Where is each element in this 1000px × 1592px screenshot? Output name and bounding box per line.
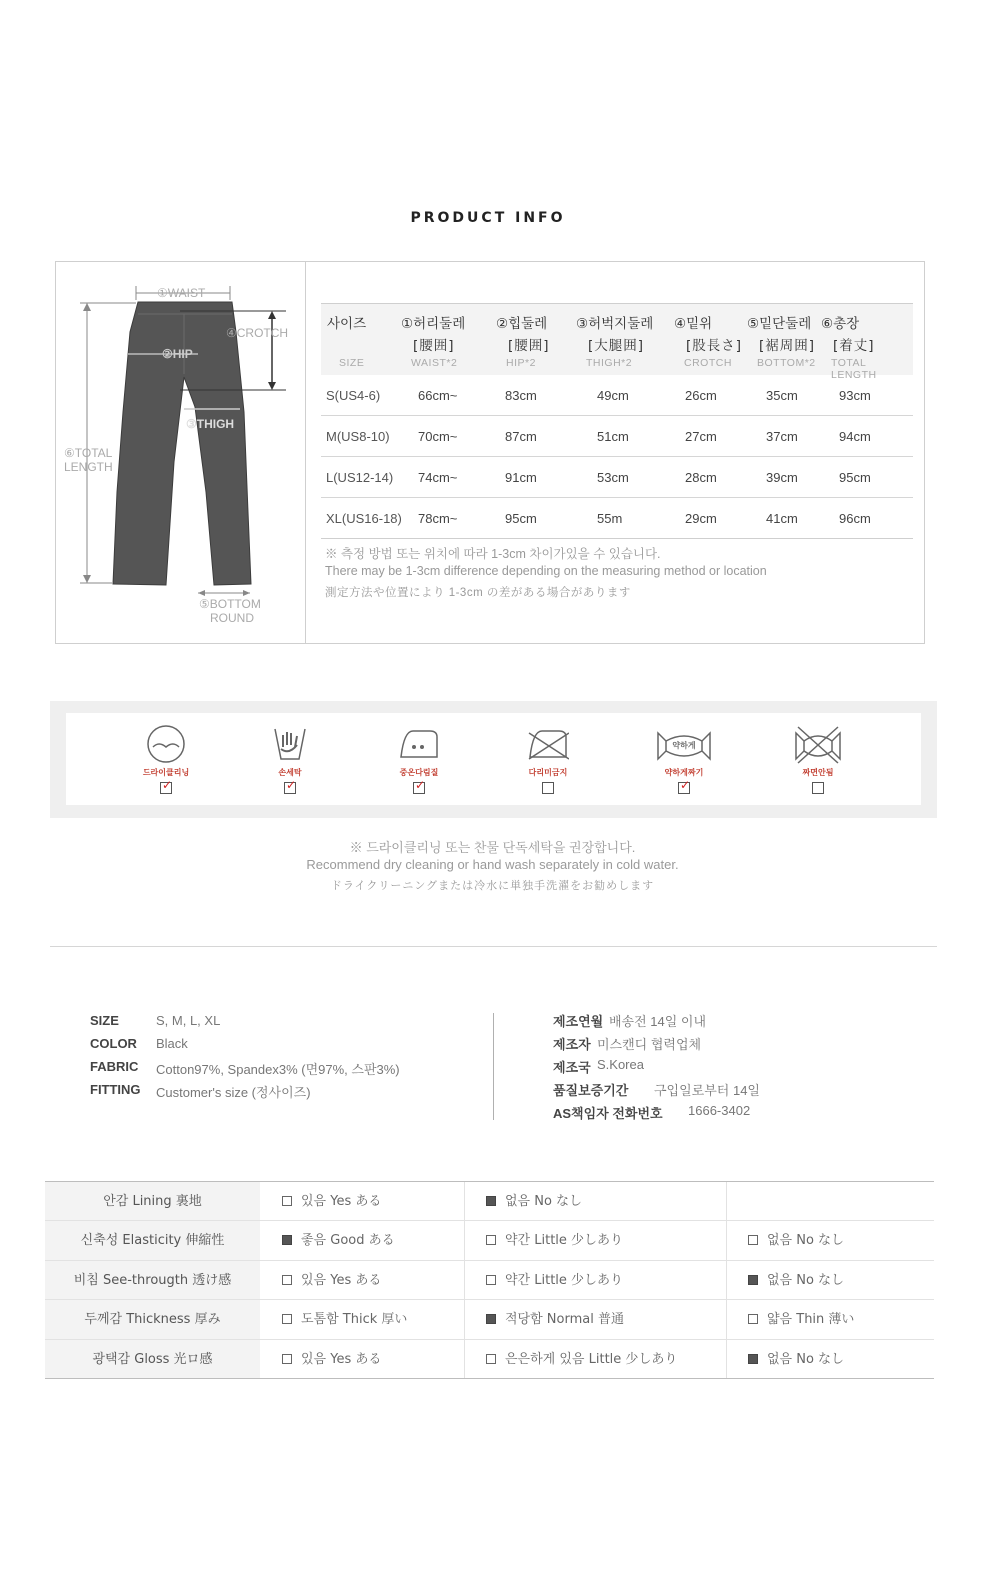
- size-value-cell: 66cm~: [418, 388, 458, 403]
- feel-checkbox[interactable]: [486, 1354, 496, 1364]
- size-value-cell: 35cm: [766, 388, 798, 403]
- size-value-cell: 95cm: [505, 511, 537, 526]
- size-value-cell: 49cm: [597, 388, 629, 403]
- spec-key: 제조국: [553, 1060, 591, 1075]
- care-checkbox[interactable]: [542, 782, 554, 794]
- check-mark-icon: ✓: [286, 778, 297, 792]
- feel-option[interactable]: [726, 1300, 934, 1338]
- care-label: 중온다림질: [399, 768, 439, 777]
- measure-note-en: There may be 1-3cm difference depending on the measuring method or location: [325, 564, 767, 578]
- size-row: [321, 457, 913, 498]
- feel-option-label: 있음 Yes ある: [301, 1272, 382, 1288]
- size-value-cell: 74cm~: [418, 470, 458, 485]
- feel-option-label: 있음 Yes ある: [301, 1351, 382, 1367]
- care-checkbox[interactable]: [284, 778, 297, 794]
- care-item: [245, 713, 335, 805]
- feel-checkbox[interactable]: [282, 1196, 292, 1206]
- size-header-5-ko: ⑤밑단둘레: [747, 316, 812, 332]
- size-header-5-en: BOTTOM*2: [757, 357, 816, 369]
- size-value-cell: 94cm: [839, 429, 871, 444]
- size-value-cell: 41cm: [766, 511, 798, 526]
- feel-row: [45, 1221, 934, 1260]
- size-name-cell: L(US12-14): [326, 470, 394, 485]
- spec-right: [553, 1011, 953, 1121]
- care-checkbox[interactable]: [812, 782, 824, 794]
- feel-option[interactable]: [726, 1221, 934, 1259]
- thigh-label: ③THIGH: [186, 417, 235, 431]
- feel-option[interactable]: [464, 1340, 726, 1378]
- feel-checkbox[interactable]: [282, 1354, 292, 1364]
- size-value-cell: 39cm: [766, 470, 798, 485]
- care-item: [503, 713, 593, 805]
- feel-checkbox[interactable]: [486, 1196, 496, 1206]
- care-label: 손세탁: [278, 768, 302, 777]
- feel-option[interactable]: [464, 1300, 726, 1338]
- feel-option-label: 얇음 Thin 薄い: [767, 1312, 855, 1328]
- size-value-cell: 53cm: [597, 470, 629, 485]
- hip-label: ②HIP: [162, 347, 193, 361]
- feel-row-label: 안감 Lining 裏地: [45, 1182, 260, 1220]
- size-header-1-en: WAIST*2: [411, 357, 458, 369]
- total-length-label-2: LENGTH: [64, 460, 113, 474]
- size-value-cell: 55m: [597, 511, 623, 526]
- feel-checkbox[interactable]: [748, 1275, 758, 1285]
- divider: [50, 946, 937, 947]
- care-checkbox[interactable]: [678, 778, 691, 794]
- care-note-ko: ※ 드라이클리닝 또는 찬물 단독세탁을 권장합니다.: [349, 840, 636, 855]
- feel-option-label: 은은하게 있음 Little 少しあり: [505, 1351, 678, 1367]
- spec-value: 1666-3402: [688, 1103, 751, 1118]
- feel-option-label: 없음 No なし: [505, 1194, 583, 1209]
- size-chart: [55, 261, 925, 644]
- size-name-cell: M(US8-10): [326, 429, 390, 444]
- feel-checkbox[interactable]: [486, 1275, 496, 1285]
- spec-value: S, M, L, XL: [156, 1013, 221, 1028]
- size-header-6-ko: ⑥총장: [821, 316, 860, 332]
- feel-option-label: 있음 Yes ある: [301, 1194, 382, 1209]
- feel-checkbox[interactable]: [282, 1235, 292, 1245]
- bottom-round-label-1: ⑤BOTTOM: [199, 597, 261, 611]
- size-value-cell: 28cm: [685, 470, 717, 485]
- size-row: [321, 498, 913, 539]
- care-item: [374, 713, 464, 805]
- feel-option[interactable]: [464, 1221, 726, 1259]
- spec-value: Customer's size (정사이즈): [156, 1085, 311, 1100]
- care-note-en: Recommend dry cleaning or hand wash separately in cold water.: [306, 857, 679, 872]
- size-name-cell: XL(US16-18): [326, 511, 402, 526]
- bottom-round-label-2: ROUND: [210, 611, 254, 625]
- measure-note-ko: ※ 측정 방법 또는 위치에 따라 1-3cm 차이가있을 수 있습니다.: [325, 547, 661, 561]
- spec-value: Cotton97%, Spandex3% (면97%, 스판3%): [156, 1062, 400, 1077]
- feel-row-label: 광택감 Gloss 光ロ感: [45, 1340, 260, 1378]
- size-header-1-ko: ①허리둘레: [401, 316, 466, 332]
- feel-row-label: 두께감 Thickness 厚み: [45, 1300, 260, 1338]
- care-label: 약하게짜기: [664, 768, 704, 777]
- check-mark-icon: ✓: [162, 778, 173, 792]
- crotch-label: ④CROTCH: [226, 326, 289, 340]
- waist-label: ①WAIST: [157, 286, 206, 300]
- feel-option[interactable]: [726, 1261, 934, 1299]
- feel-checkbox[interactable]: [748, 1354, 758, 1364]
- size-value-cell: 51cm: [597, 429, 629, 444]
- size-header-2-ja: [腰囲]: [508, 338, 550, 354]
- size-value-cell: 91cm: [505, 470, 537, 485]
- size-value-cell: 96cm: [839, 511, 871, 526]
- feel-option[interactable]: [260, 1221, 464, 1259]
- spec-key: FITTING: [90, 1082, 141, 1097]
- size-header-6-en: TOTAL LENGTH: [831, 357, 877, 381]
- size-header-3-en: THIGH*2: [586, 357, 633, 369]
- feel-option[interactable]: [260, 1182, 464, 1220]
- page-title: PRODUCT INFO: [410, 210, 566, 226]
- care-checkbox[interactable]: [160, 778, 173, 794]
- spec-value: 구입일로부터 14일: [654, 1083, 760, 1098]
- care-checkbox[interactable]: [413, 778, 426, 794]
- care-item: [121, 713, 211, 805]
- care-icons-panel: [66, 713, 921, 805]
- measure-note-ja: 測定方法や位置により 1-3cm の差がある場合があります: [325, 587, 631, 599]
- spec-key: SIZE: [90, 1013, 119, 1028]
- feel-option-label: 없음 No なし: [767, 1351, 845, 1367]
- spec-key: AS책임자 전화번호: [553, 1106, 663, 1121]
- feel-option-label: 없음 No なし: [767, 1233, 845, 1249]
- size-header-0-ko: 사이즈: [327, 316, 367, 332]
- care-label: 짜면안됨: [802, 768, 834, 777]
- care-item: [639, 713, 729, 805]
- care-note-ja: ドライクリーニングまたは冷水に単独手洗濯をお勧めします: [330, 880, 655, 892]
- feel-row: [45, 1182, 934, 1221]
- feel-option[interactable]: [260, 1340, 464, 1378]
- size-header-0-en: SIZE: [339, 357, 365, 369]
- feel-option[interactable]: [464, 1182, 726, 1220]
- feel-row-label: 비침 See-througth 透け感: [45, 1261, 260, 1299]
- spec-key: 품질보증기간: [553, 1083, 629, 1098]
- size-value-cell: 78cm~: [418, 511, 458, 526]
- pants-measurement-diagram: [56, 262, 306, 643]
- size-value-cell: 26cm: [685, 388, 717, 403]
- size-header-3-ja: [大腿囲]: [588, 338, 645, 354]
- size-header-5-ja: [裾周囲]: [759, 338, 816, 354]
- spec-value: 배송전 14일 이내: [609, 1014, 707, 1029]
- spec-value: 미스캔디 협력업체: [597, 1037, 702, 1052]
- size-row: [321, 416, 913, 457]
- check-mark-icon: ✓: [680, 778, 691, 792]
- feel-option[interactable]: [260, 1261, 464, 1299]
- feel-checkbox[interactable]: [748, 1235, 758, 1245]
- size-header-4-en: CROTCH: [684, 357, 732, 369]
- size-header-6-ja: [着丈]: [833, 338, 875, 354]
- size-header-1-ja: [腰囲]: [413, 338, 455, 354]
- feel-option[interactable]: [726, 1340, 934, 1378]
- spec-key: COLOR: [90, 1036, 137, 1051]
- spec-left: [90, 1013, 490, 1123]
- size-value-cell: 29cm: [685, 511, 717, 526]
- feel-option-label: 도톰함 Thick 厚い: [301, 1312, 408, 1328]
- spec-key: FABRIC: [90, 1059, 139, 1074]
- care-instructions: [50, 701, 937, 818]
- care-label: 다리미금지: [528, 768, 568, 777]
- spec-value: Black: [156, 1036, 188, 1051]
- fabric-feel-table: [45, 1181, 934, 1379]
- feel-option-label: 없음 No なし: [767, 1272, 845, 1288]
- feel-row: [45, 1300, 934, 1339]
- size-header-4-ja: [股長さ]: [686, 338, 743, 354]
- size-value-cell: 83cm: [505, 388, 537, 403]
- spec-key: 제조연월: [553, 1014, 604, 1029]
- size-header-4-ko: ④밑위: [674, 316, 713, 332]
- feel-checkbox[interactable]: [282, 1275, 292, 1285]
- size-value-cell: 37cm: [766, 429, 798, 444]
- feel-row: [45, 1340, 934, 1379]
- feel-option[interactable]: [260, 1300, 464, 1338]
- care-item: [773, 713, 863, 805]
- size-header-3-ko: ③허벅지둘레: [576, 316, 654, 332]
- feel-option-label: 약간 Little 少しあり: [505, 1233, 624, 1249]
- size-value-cell: 70cm~: [418, 429, 458, 444]
- feel-checkbox[interactable]: [486, 1314, 496, 1324]
- size-header-2-ko: ②힙둘레: [496, 316, 548, 332]
- total-length-label-1: ⑥TOTAL: [64, 446, 113, 460]
- size-table-header: [321, 303, 913, 381]
- gentle-wring-icon-text: 약하게: [672, 741, 696, 750]
- size-name-cell: S(US4-6): [326, 388, 381, 403]
- spec-divider: [493, 1013, 494, 1120]
- spec-key: 제조자: [553, 1037, 591, 1052]
- care-label: 드라이클리닝: [142, 768, 190, 777]
- feel-option: [726, 1182, 934, 1220]
- size-value-cell: 87cm: [505, 429, 537, 444]
- size-header-2-en: HIP*2: [506, 357, 536, 369]
- size-value-cell: 95cm: [839, 470, 871, 485]
- size-value-cell: 93cm: [839, 388, 871, 403]
- spec-value: S.Korea: [597, 1057, 644, 1072]
- feel-row-label: 신축성 Elasticity 伸縮性: [45, 1221, 260, 1259]
- check-mark-icon: ✓: [415, 778, 426, 792]
- size-value-cell: 27cm: [685, 429, 717, 444]
- feel-checkbox[interactable]: [486, 1235, 496, 1245]
- feel-option-label: 적당함 Normal 普通: [505, 1312, 624, 1328]
- feel-row: [45, 1261, 934, 1300]
- feel-option[interactable]: [464, 1261, 726, 1299]
- feel-option-label: 약간 Little 少しあり: [505, 1272, 624, 1288]
- feel-checkbox[interactable]: [282, 1314, 292, 1324]
- feel-checkbox[interactable]: [748, 1314, 758, 1324]
- size-row: [321, 375, 913, 416]
- feel-option-label: 좋음 Good ある: [301, 1233, 395, 1249]
